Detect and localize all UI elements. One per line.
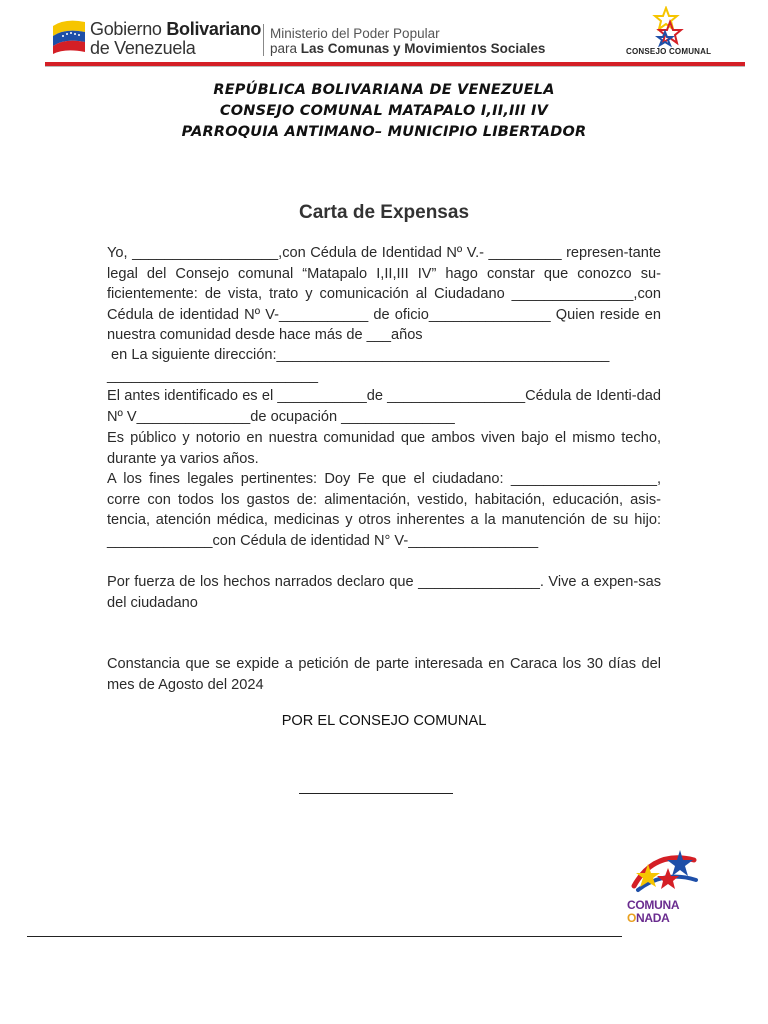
- ministry-line1: Ministerio del Poder Popular: [270, 26, 440, 41]
- comuna-logo-line2: ONADA: [627, 911, 670, 925]
- paragraph-identified: El antes identificado es el ___________de _________________Cédula de Identi-dad Nº V______________de ocupación ______________: [107, 388, 661, 425]
- ministry-line2: para Las Comunas y Movimientos Sociales: [270, 41, 546, 56]
- paragraph-cohabitation: Es público y notorio en nuestra comunidad que ambos viven bajo el mismo techo, durante ya varios años.: [107, 430, 661, 467]
- letterhead: [45, 4, 745, 64]
- gobierno-title: Gobierno Bolivariano: [90, 19, 262, 39]
- paragraph-expenses: A los fines legales pertinentes: Doy Fe que el ciudadano: __________________, corre con todos los gastos de: alimentación, vestido, habitación, educación, asis-tencia, atención médica, medicinas y otros inherentes a la manutención de su hijo: _____________con Cédula de identidad N° V-________________: [107, 471, 661, 549]
- institution-line3: PARROQUIA ANTIMANO– MUNICIPIO LIBERTADOR: [181, 124, 587, 140]
- paragraph-constancia: Constancia que se expide a petición de parte interesada en Caraca los 30 días del mes de Agosto del 2024: [107, 656, 661, 693]
- footer-rule: [27, 936, 622, 937]
- venezuela-subtitle: de Venezuela: [90, 38, 196, 58]
- header-separator: [263, 24, 264, 56]
- header-gray-rule: [45, 66, 745, 67]
- institution-line1: REPÚBLICA BOLIVARIANA DE VENEZUELA: [213, 82, 555, 98]
- paragraph-declaration: Por fuerza de los hechos narrados declaro que _______________. Vive a expen-sas del ciudadano: [107, 574, 661, 611]
- paragraph-declarant: Yo, __________________,con Cédula de Identidad Nº V.- _________ represen-tante legal del Consejo comunal “Matapalo I,II,III IV” hago constar que conozco su-ficientemente: de vista, trato y comunicación al Ciudadano _______________,con Cédula de identidad Nº V-___________ de oficio_______________ Quien reside en nuestra comunidad desde hace más de ___años: [107, 245, 661, 344]
- signature-line: [299, 793, 453, 794]
- paragraph-address: en La siguiente dirección:_________________________________________: [107, 347, 610, 363]
- consejo-comunal-logo-text: CONSEJO COMUNAL: [626, 47, 712, 56]
- signature-label: POR EL CONSEJO COMUNAL: [281, 713, 487, 729]
- comuna-logo-line1: COMUNA: [627, 898, 680, 912]
- document-title: Carta de Expensas: [298, 202, 470, 223]
- institution-line2: CONSEJO COMUNAL MATAPALO I,II,III IV: [219, 103, 549, 119]
- address-continuation: __________________________: [107, 368, 319, 384]
- venezuela-flag-star-logo: [51, 14, 87, 54]
